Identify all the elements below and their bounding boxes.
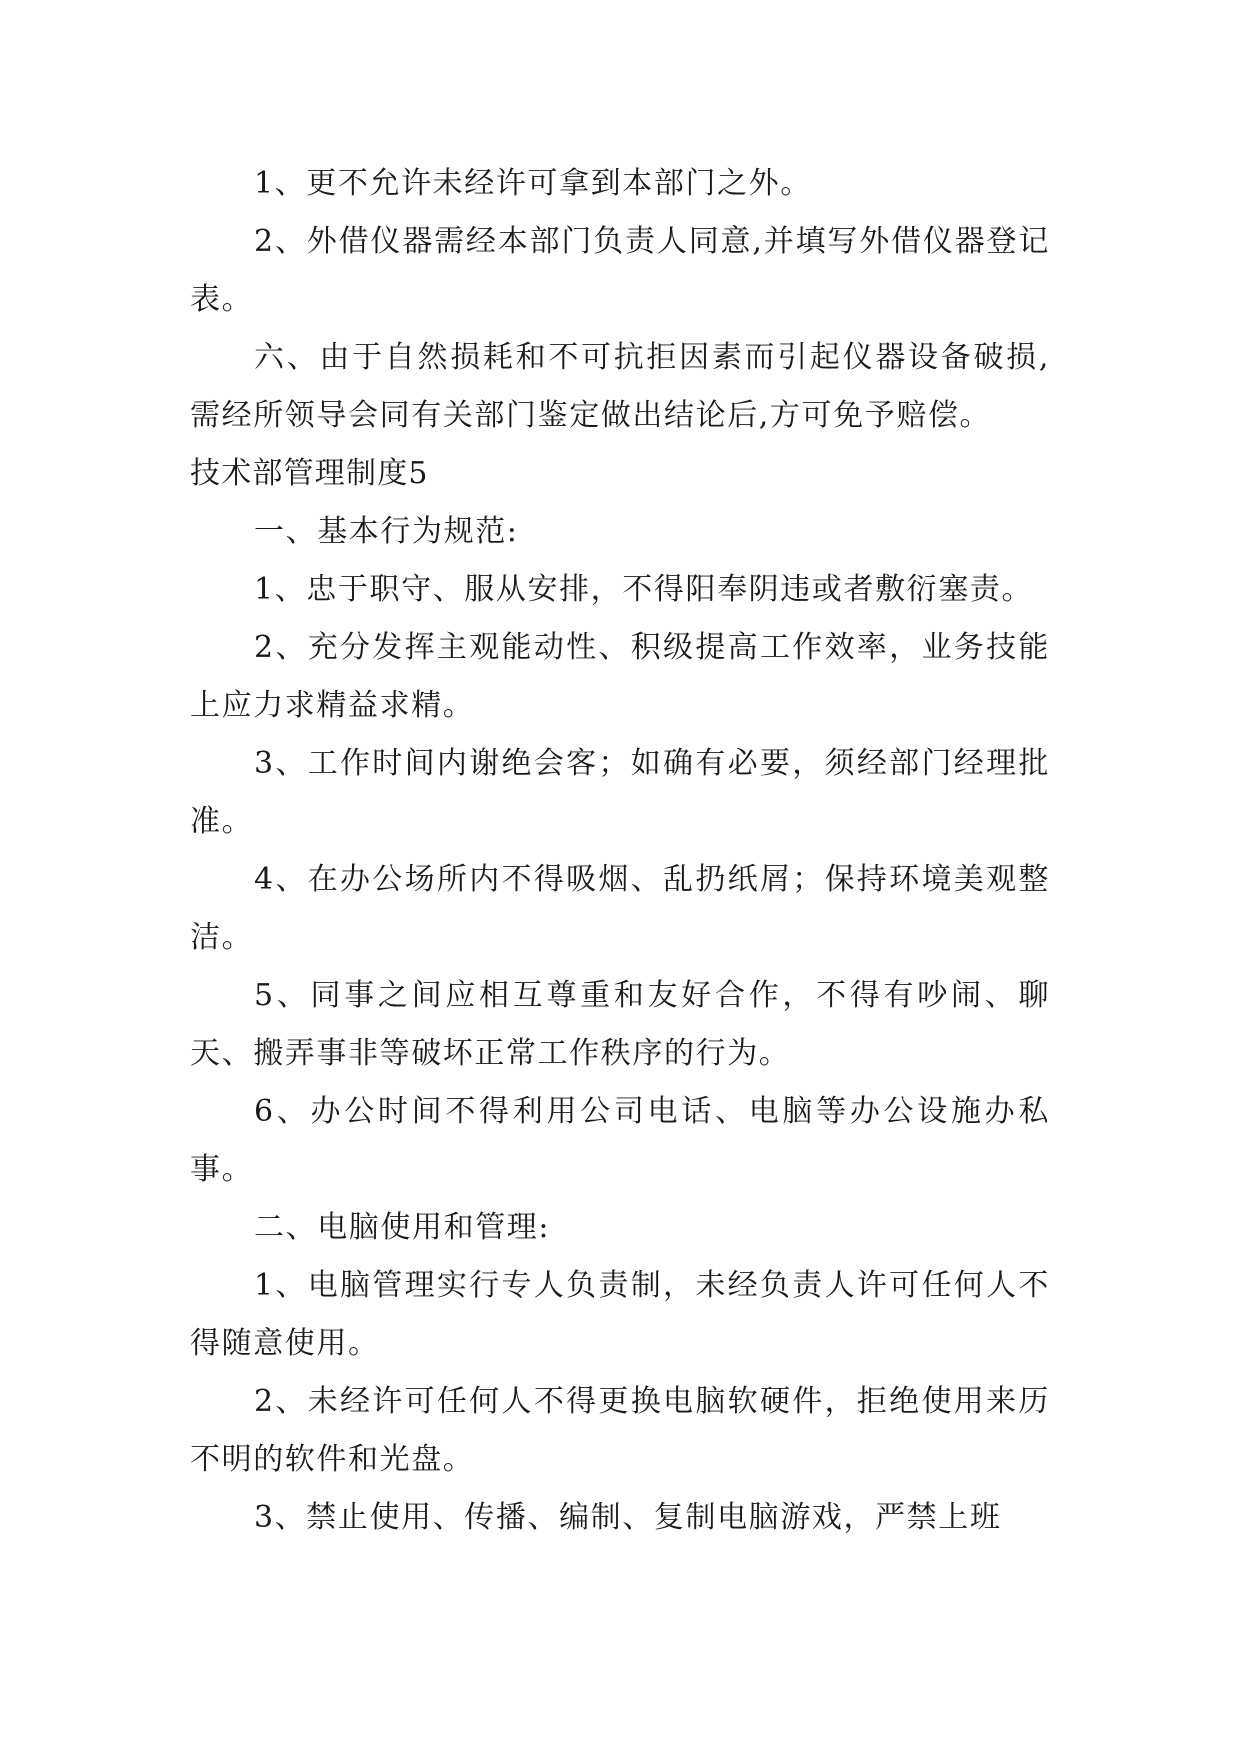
paragraph-behavior-4: 4、在办公场所内不得吸烟、乱扔纸屑；保持环境美观整洁。: [190, 862, 1050, 955]
paragraph-rule-1: 1、更不允许未经许可拿到本部门之外。: [254, 166, 812, 201]
paragraph-behavior-2: 2、充分发挥主观能动性、积级提高工作效率，业务技能上应力求精益求精。: [190, 630, 1050, 723]
paragraph-behavior-3: 3、工作时间内谢绝会客；如确有必要，须经部门经理批准。: [190, 746, 1050, 839]
paragraph-computer-2: 2、未经许可任何人不得更换电脑软硬件，拒绝使用来历不明的软件和光盘。: [190, 1384, 1050, 1477]
paragraph-behavior-6: 6、办公时间不得利用公司电话、电脑等办公设施办私事。: [190, 1094, 1050, 1187]
paragraph-section-six: 六、由于自然损耗和不可抗拒因素而引起仪器设备破损,需经所领导会同有关部门鉴定做出结论后,方可免予赔偿。: [190, 340, 1050, 433]
paragraph-computer-3: 3、禁止使用、传播、编制、复制电脑游戏，严禁上班: [254, 1500, 1002, 1535]
section-heading: 技术部管理制度5: [190, 456, 429, 491]
paragraph-rule-2: 2、外借仪器需经本部门负责人同意,并填写外借仪器登记表。: [190, 224, 1050, 317]
paragraph-behavior-1: 1、忠于职守、服从安排，不得阳奉阴违或者敷衍塞责。: [254, 572, 1034, 607]
document-body: [190, 155, 1050, 1547]
paragraph-computer-1: 1、电脑管理实行专人负责制，未经负责人许可任何人不得随意使用。: [190, 1268, 1050, 1361]
paragraph-behavior-5: 5、同事之间应相互尊重和友好合作，不得有吵闹、聊天、搬弄事非等破坏正常工作秩序的行为。: [190, 978, 1050, 1071]
paragraph-section-one-title: 一、基本行为规范:: [254, 514, 519, 549]
paragraph-section-two-title: 二、电脑使用和管理:: [254, 1210, 551, 1245]
